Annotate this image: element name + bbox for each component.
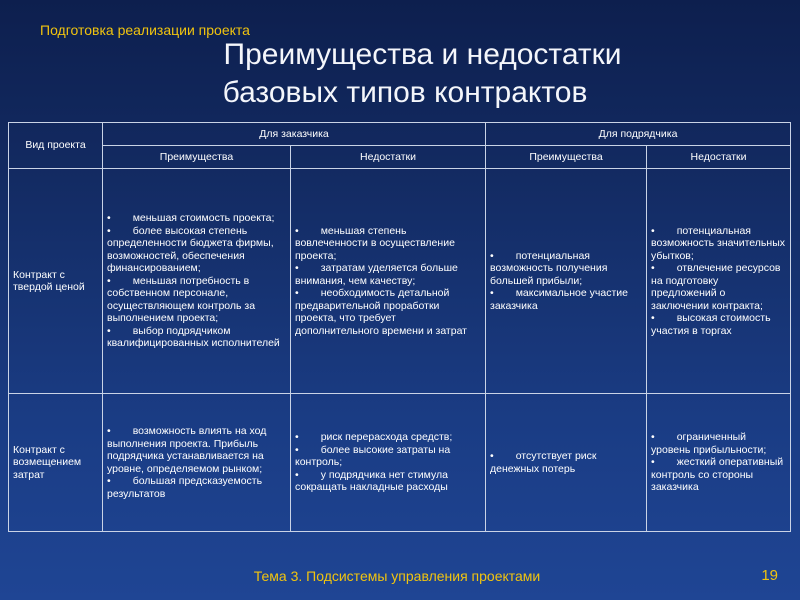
contractor-advantages-cell: [486, 394, 647, 532]
row-type: Контракт с возмещением затрат: [9, 394, 103, 532]
list-item: • выбор подрядчиком квалифицированных исполнителей: [107, 325, 286, 350]
list-item: • затратам уделяется больше внимания, чем качеству;: [295, 262, 481, 287]
list-item: • более высокие затраты на контроль;: [295, 444, 481, 469]
header-customer-advantages: Преимущества: [103, 146, 291, 169]
list-item: • меньшая стоимость проекта;: [107, 212, 286, 225]
customer-advantages-cell: [103, 169, 291, 394]
list-item: • большая предсказуемость результатов: [107, 475, 286, 500]
header-customer-disadvantages: Недостатки: [291, 146, 486, 169]
contractor-disadvantages-cell: [647, 169, 791, 394]
list-item: • потенциальная возможность значительных убытков;: [651, 225, 786, 263]
list-item: • отсутствует риск денежных потерь: [490, 450, 642, 475]
list-item: • ограниченный уровень прибыльности;: [651, 431, 786, 456]
list-item: • у подрядчика нет стимула сокращать накладные расходы: [295, 469, 481, 494]
contractor-disadvantages-cell: [647, 394, 791, 532]
customer-advantages-cell: [103, 394, 291, 532]
title-line-2: базовых типов контрактов: [222, 76, 588, 109]
list-item: • возможность влиять на ход выполнения проекта. Прибыль подрядчика устанавливается на уровне, определяемом рынком;: [107, 425, 286, 475]
list-item: • отвлечение ресурсов на подготовку предложений о заключении контракта;: [651, 262, 786, 312]
customer-disadvantages-cell: [291, 394, 486, 532]
section-label: Подготовка реализации проекта: [40, 22, 250, 38]
header-project-type: Вид проекта: [9, 123, 103, 169]
table-row: [9, 394, 791, 532]
list-item: • максимальное участие заказчика: [490, 287, 642, 312]
slide-title: [0, 36, 800, 112]
contract-comparison-table: [8, 122, 791, 532]
header-contractor-advantages: Преимущества: [486, 146, 647, 169]
list-item: • потенциальная возможность получения большей прибыли;: [490, 250, 642, 288]
list-item: • риск перерасхода средств;: [295, 431, 481, 444]
list-item: • меньшая потребность в собственном персонале, осуществляющем контроль за выполнением проекта;: [107, 275, 286, 325]
header-contractor-disadvantages: Недостатки: [647, 146, 791, 169]
table-row: [9, 169, 791, 394]
footer-topic: Тема 3. Подсистемы управления проектами: [253, 568, 541, 584]
list-item: • высокая стоимость участия в торгах: [651, 312, 786, 337]
title-line-1: Преимущества и недостатки: [223, 38, 622, 71]
page-number: 19: [761, 567, 778, 584]
customer-disadvantages-cell: [291, 169, 486, 394]
row-type: Контракт с твердой ценой: [9, 169, 103, 394]
list-item: • более высокая степень определенности бюджета фирмы, возможностей, обеспечения финансированием;: [107, 225, 286, 275]
list-item: • необходимость детальной предварительной проработки проекта, что требует дополнительного времени и затрат: [295, 287, 481, 337]
header-customer: Для заказчика: [103, 123, 486, 146]
list-item: • жесткий оперативный контроль со стороны заказчика: [651, 456, 786, 494]
list-item: • меньшая степень вовлеченности в осуществление проекта;: [295, 225, 481, 263]
contractor-advantages-cell: [486, 169, 647, 394]
header-contractor: Для подрядчика: [486, 123, 791, 146]
